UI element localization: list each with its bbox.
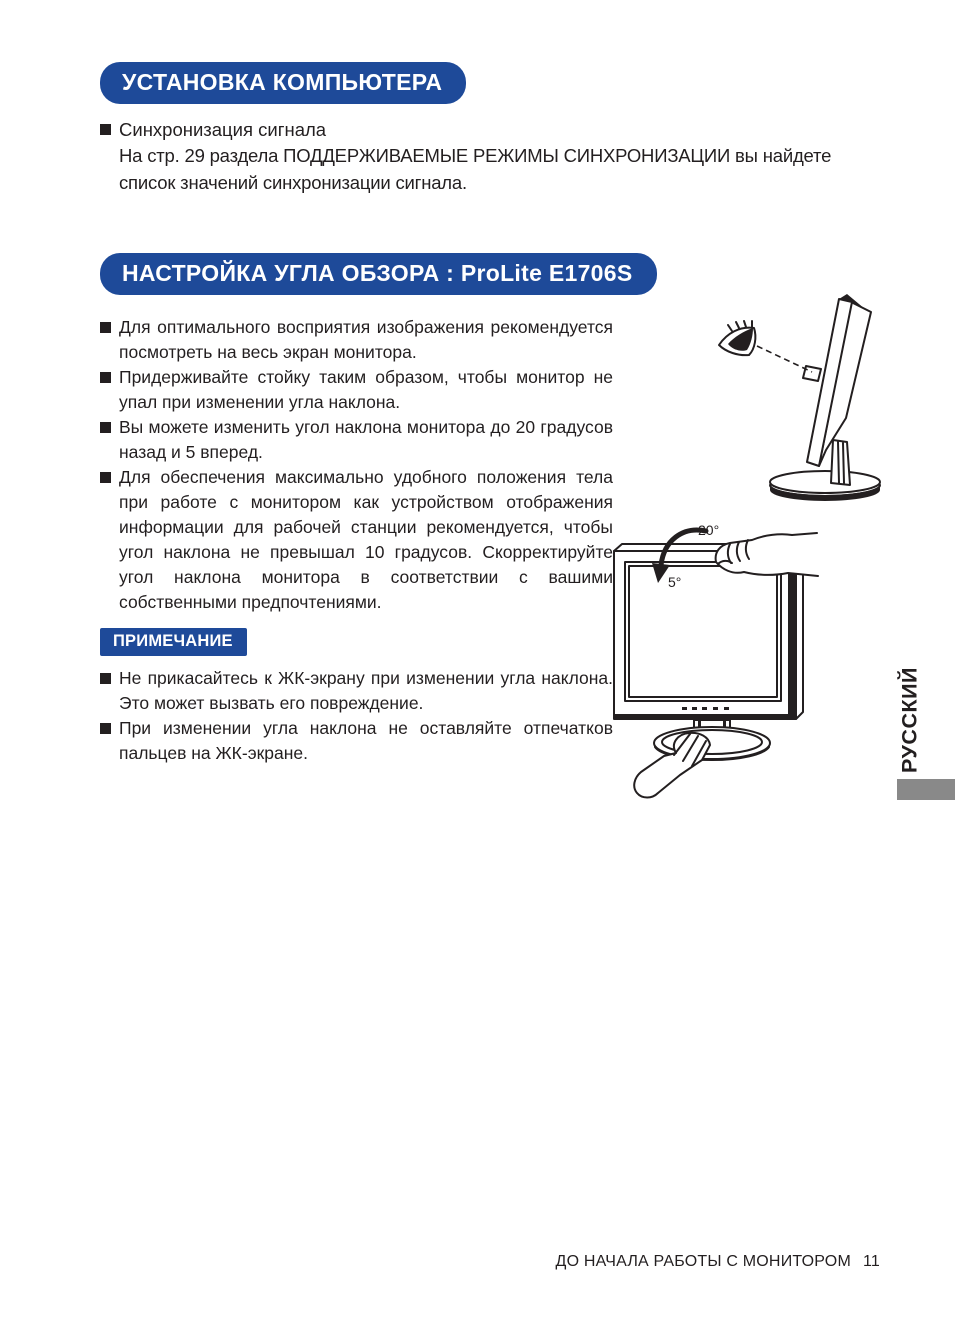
sync-signal-heading: Синхронизация сигнала xyxy=(119,119,327,140)
note-text: Не прикасайтесь к ЖК-экрану при изменении угла наклона. Это может вызвать его повреждение. xyxy=(119,667,613,713)
list-item xyxy=(100,666,613,716)
page-number: 11 xyxy=(862,1253,880,1270)
bullet-square-icon xyxy=(100,372,111,383)
bullet-text: Для оптимального восприятия изображения рекомендуется посмотреть на весь экран монитора. xyxy=(119,317,613,362)
list-item xyxy=(100,315,613,365)
sync-signal-item xyxy=(100,117,892,143)
bullet-square-icon xyxy=(100,322,111,333)
bullet-square-icon xyxy=(100,124,111,135)
section-title-computer-setup: УСТАНОВКА КОМПЬЮТЕРА xyxy=(100,62,466,104)
tilt-back-label: 20° xyxy=(698,522,720,538)
language-tab: РУССКИЙ xyxy=(897,667,922,774)
note-text: При изменении угла наклона не оставляйте отпечатков пальцев на ЖК-экране. xyxy=(119,717,613,763)
tilt-forward-label: 5° xyxy=(668,574,682,590)
bullet-square-icon xyxy=(100,472,111,483)
monitor-stand xyxy=(831,440,850,485)
monitor-side-view-illustration xyxy=(640,282,940,510)
eye-icon xyxy=(719,321,755,355)
monitor-right-shadow xyxy=(788,572,796,715)
list-item xyxy=(100,365,613,415)
list-item xyxy=(100,415,613,465)
page-edge-bar xyxy=(897,779,955,800)
sight-line xyxy=(757,346,812,372)
hand-holding-top xyxy=(716,533,818,576)
footer-chapter: ДО НАЧАЛА РАБОТЫ С МОНИТОРОМ xyxy=(555,1253,851,1270)
list-item xyxy=(100,465,613,615)
bullet-square-icon xyxy=(100,422,111,433)
monitor-base xyxy=(770,471,880,501)
bullet-square-icon xyxy=(100,673,111,684)
monitor-tilt-illustration xyxy=(612,515,912,805)
bullet-text: Для обеспечения максимально удобного положения тела при работе с монитором как устройством отображения информации для рабочей станции рекомендуется, чтобы угол наклона не превышал 10 градусов. Скорректируйте угол наклона монитора в соответствии с вашими собственными предпочтениями. xyxy=(119,467,613,612)
section-title-angle-adjust: НАСТРОЙКА УГЛА ОБЗОРА : ProLite E1706S xyxy=(100,253,657,295)
bullet-text: Придерживайте стойку таким образом, чтобы монитор не упал при изменении угла наклона. xyxy=(119,367,613,412)
note-badge: ПРИМЕЧАНИЕ xyxy=(100,628,247,656)
page-footer xyxy=(556,1253,880,1271)
bullet-square-icon xyxy=(100,723,111,734)
monitor-screen xyxy=(625,562,781,701)
note-bullet-list xyxy=(100,666,613,766)
bullet-text: Вы можете изменить угол наклона монитора до 20 градусов назад и 5 вперед. xyxy=(119,417,613,462)
sync-signal-body: На стр. 29 раздела ПОДДЕРЖИВАЕМЫЕ РЕЖИМЫ СИНХРОНИЗАЦИИ вы найдете список значений синхронизации сигнала. xyxy=(119,145,832,193)
list-item xyxy=(100,716,613,766)
angle-adjust-bullet-list xyxy=(100,315,613,615)
